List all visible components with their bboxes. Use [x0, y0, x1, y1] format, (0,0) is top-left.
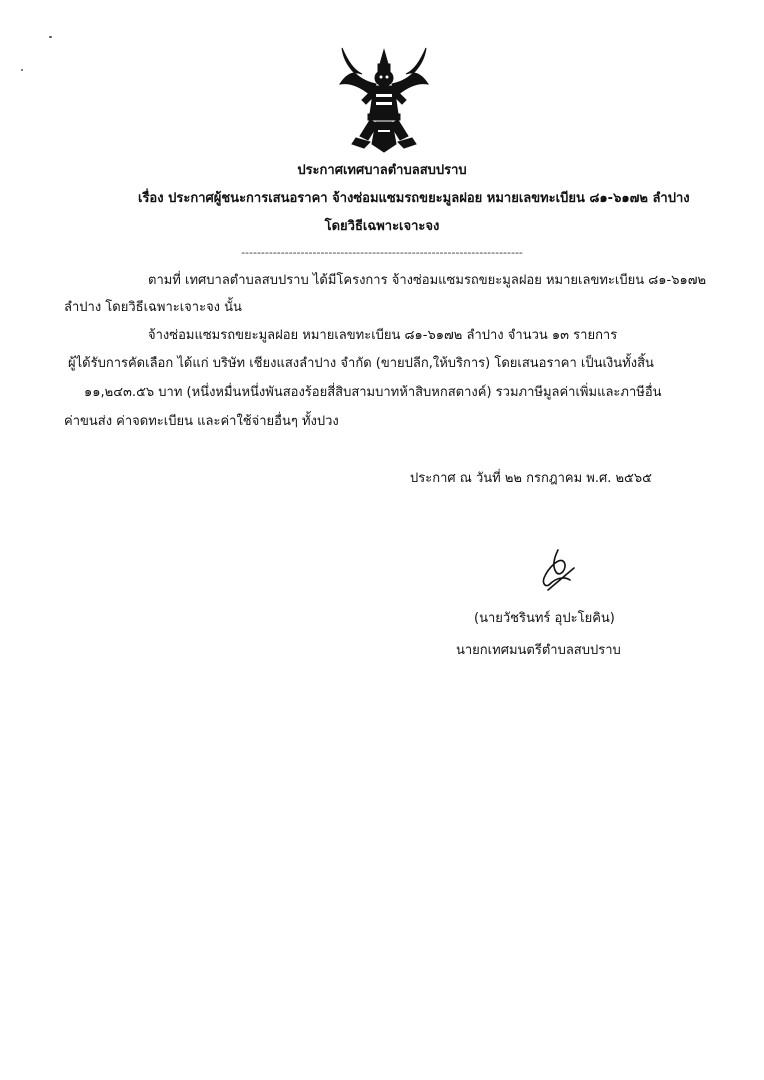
announcement-subject: เรื่อง ประกาศผู้ชนะการเสนอราคา จ้างซ่อมแซมรถขยะมูลฝอย หมายเลขทะเบียน ๘๑-๖๑๗๒ ลำปาง [138, 191, 690, 206]
paragraph-2-line-4: ค่าขนส่ง ค่าจดทะเบียน และค่าใช้จ่ายอื่นๆ ทั้งปวง [64, 414, 339, 429]
garuda-emblem-icon [336, 44, 432, 154]
section-divider: ----------------------------------------------------------------------- [241, 246, 523, 259]
paragraph-1-line-2: ลำปาง โดยวิธีเฉพาะเจาะจง นั้น [64, 300, 242, 315]
announcement-date: ประกาศ ณ วันที่ ๒๒ กรกฎาคม พ.ศ. ๒๕๖๕ [410, 471, 652, 486]
paragraph-1-line-1: ตามที่ เทศบาลตำบลสบปราบ ได้มีโครงการ จ้างซ่อมแซมรถขยะมูลฝอย หมายเลขทะเบียน ๘๑-๖๑๗๒ [148, 273, 707, 288]
scan-speck [49, 36, 52, 38]
announcement-title: ประกาศเทศบาลตำบลสบปราบ [297, 163, 467, 178]
paragraph-2-line-2: ผู้ได้รับการคัดเลือก ได้แก่ บริษัท เชียงแสงลำปาง จำกัด (ขายปลีก,ให้บริการ) โดยเสนอราคา เป็นเงินทั้งสิ้น [68, 356, 654, 371]
paragraph-2-line-3: ๑๑,๒๔๓.๕๖ บาท (หนึ่งหมื่นหนึ่งพันสองร้อยสี่สิบสามบาทห้าสิบหกสตางค์) รวมภาษีมูลค่าเพิ่มและภาษีอื่น [84, 385, 662, 400]
signer-position: นายกเทศมนตรีตำบลสบปราบ [456, 643, 621, 658]
procurement-method: โดยวิธีเฉพาะเจาะจง [324, 219, 440, 234]
scan-speck [21, 69, 23, 71]
paragraph-2-line-1: จ้างซ่อมแซมรถขยะมูลฝอย หมายเลขทะเบียน ๘๑-๖๑๗๒ ลำปาง จำนวน ๑๓ รายการ [148, 328, 618, 343]
signer-name: (นายวัชรินทร์ อุปะโยคิน) [474, 611, 615, 626]
handwritten-signature [534, 548, 580, 598]
